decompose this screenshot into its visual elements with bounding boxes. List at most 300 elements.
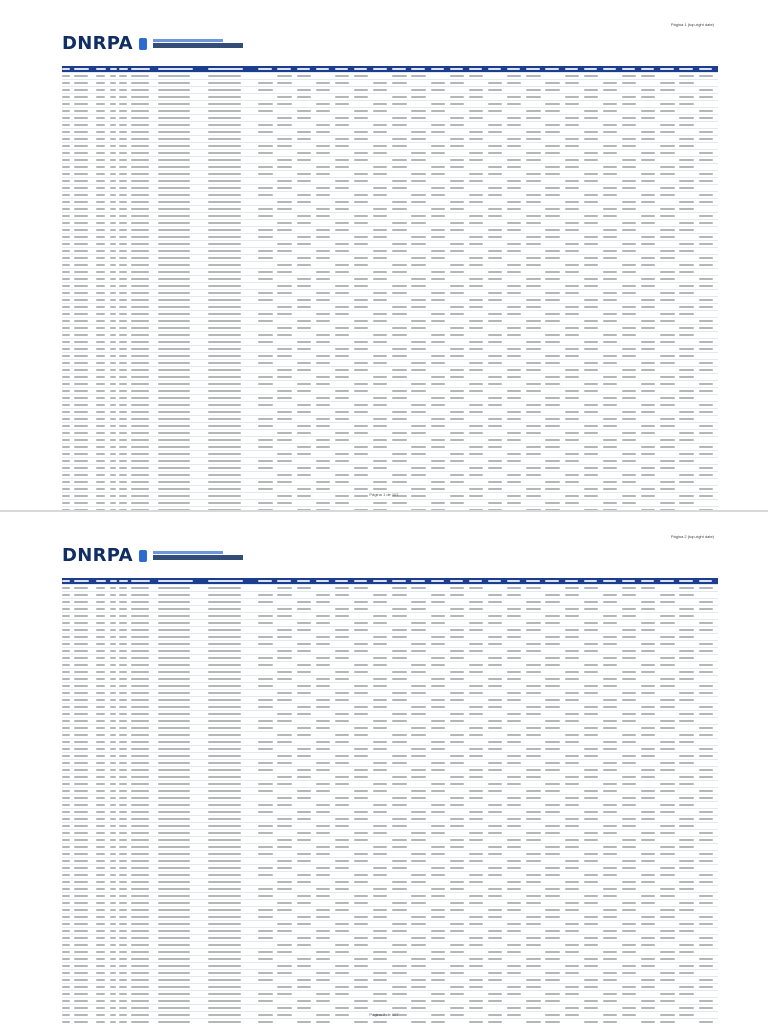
text-placeholder bbox=[488, 362, 502, 364]
text-placeholder bbox=[74, 643, 88, 645]
dnrpa-logo bbox=[62, 33, 243, 54]
table-cell bbox=[392, 606, 411, 613]
table-cell bbox=[603, 325, 622, 332]
table-cell bbox=[469, 136, 488, 143]
text-placeholder bbox=[297, 131, 311, 133]
table-cell bbox=[96, 395, 110, 402]
table-cell bbox=[62, 599, 74, 606]
text-placeholder bbox=[699, 327, 714, 329]
table-row bbox=[62, 73, 718, 80]
table-cell bbox=[450, 129, 469, 136]
table-cell bbox=[679, 122, 698, 129]
table-cell bbox=[316, 325, 335, 332]
text-placeholder bbox=[660, 320, 674, 322]
table-cell bbox=[119, 627, 131, 634]
text-placeholder bbox=[277, 481, 291, 483]
text-placeholder bbox=[208, 110, 241, 112]
text-placeholder bbox=[373, 580, 386, 582]
table-cell bbox=[74, 620, 96, 627]
text-placeholder bbox=[62, 341, 70, 343]
text-placeholder bbox=[699, 390, 714, 392]
table-cell bbox=[392, 388, 411, 395]
table-cell bbox=[316, 381, 335, 388]
table-cell bbox=[679, 304, 698, 311]
table-cell bbox=[258, 388, 277, 395]
text-placeholder bbox=[699, 180, 714, 182]
table-cell bbox=[507, 122, 526, 129]
table-cell bbox=[297, 339, 316, 346]
table-cell bbox=[74, 255, 96, 262]
table-cell bbox=[431, 290, 450, 297]
table-cell bbox=[411, 458, 430, 465]
table-cell bbox=[131, 458, 157, 465]
table-cell bbox=[354, 353, 373, 360]
table-cell bbox=[392, 248, 411, 255]
table-cell bbox=[392, 655, 411, 662]
table-cell bbox=[641, 311, 660, 318]
text-placeholder bbox=[119, 180, 127, 182]
table-cell bbox=[431, 500, 450, 507]
table-cell bbox=[354, 311, 373, 318]
text-placeholder bbox=[158, 608, 191, 610]
table-cell bbox=[373, 395, 392, 402]
table-cell bbox=[584, 129, 603, 136]
text-placeholder bbox=[641, 173, 655, 175]
text-placeholder bbox=[392, 439, 406, 441]
table-cell bbox=[584, 332, 603, 339]
text-placeholder bbox=[354, 643, 368, 645]
text-placeholder bbox=[208, 432, 241, 434]
table-cell bbox=[74, 276, 96, 283]
table-cell bbox=[119, 101, 131, 108]
text-placeholder bbox=[277, 271, 291, 273]
table-cell bbox=[488, 290, 507, 297]
table-row bbox=[62, 206, 718, 213]
text-placeholder bbox=[565, 159, 579, 161]
text-placeholder bbox=[392, 306, 406, 308]
text-placeholder bbox=[679, 229, 693, 231]
table-cell bbox=[110, 634, 120, 641]
table-cell bbox=[131, 409, 157, 416]
table-cell bbox=[62, 395, 74, 402]
table-cell bbox=[96, 606, 110, 613]
table-cell bbox=[335, 136, 354, 143]
table-cell bbox=[208, 101, 258, 108]
text-placeholder bbox=[431, 145, 445, 147]
table-cell bbox=[96, 234, 110, 241]
table-cell bbox=[297, 641, 316, 648]
table-cell bbox=[335, 388, 354, 395]
text-placeholder bbox=[488, 215, 502, 217]
table-cell bbox=[622, 613, 641, 620]
text-placeholder bbox=[699, 446, 714, 448]
table-cell bbox=[208, 255, 258, 262]
text-placeholder bbox=[74, 390, 88, 392]
text-placeholder bbox=[545, 131, 559, 133]
text-placeholder bbox=[699, 608, 714, 610]
table-cell bbox=[431, 346, 450, 353]
table-cell bbox=[258, 304, 277, 311]
text-placeholder bbox=[679, 103, 693, 105]
table-cell bbox=[277, 185, 296, 192]
table-cell bbox=[584, 122, 603, 129]
table-cell bbox=[392, 241, 411, 248]
text-placeholder bbox=[507, 75, 521, 77]
table-cell bbox=[679, 164, 698, 171]
text-placeholder bbox=[411, 474, 425, 476]
text-placeholder bbox=[392, 250, 406, 252]
table-cell bbox=[277, 332, 296, 339]
text-placeholder bbox=[131, 657, 148, 659]
table-cell bbox=[316, 599, 335, 606]
text-placeholder bbox=[96, 369, 105, 371]
table-cell bbox=[565, 381, 584, 388]
table-cell bbox=[641, 213, 660, 220]
table-cell bbox=[316, 416, 335, 423]
table-cell bbox=[641, 87, 660, 94]
text-placeholder bbox=[316, 208, 330, 210]
text-placeholder bbox=[488, 208, 502, 210]
text-placeholder bbox=[545, 110, 559, 112]
table-cell bbox=[545, 641, 564, 648]
text-placeholder bbox=[660, 481, 674, 483]
table-cell bbox=[488, 227, 507, 234]
table-cell bbox=[679, 73, 698, 80]
text-placeholder bbox=[131, 131, 148, 133]
text-placeholder bbox=[96, 131, 105, 133]
text-placeholder bbox=[131, 594, 148, 596]
text-placeholder bbox=[450, 397, 464, 399]
table-cell bbox=[131, 500, 157, 507]
table-cell bbox=[335, 599, 354, 606]
table-cell bbox=[565, 655, 584, 662]
table-cell bbox=[316, 108, 335, 115]
text-placeholder bbox=[74, 488, 88, 490]
text-placeholder bbox=[507, 229, 521, 231]
text-placeholder bbox=[565, 327, 579, 329]
table-cell bbox=[392, 164, 411, 171]
table-cell bbox=[411, 276, 430, 283]
text-placeholder bbox=[565, 117, 579, 119]
text-placeholder bbox=[507, 594, 521, 596]
table-cell bbox=[158, 360, 208, 367]
table-cell bbox=[526, 599, 545, 606]
text-placeholder bbox=[411, 601, 425, 603]
table-cell bbox=[507, 73, 526, 80]
table-cell bbox=[392, 108, 411, 115]
text-placeholder bbox=[699, 348, 714, 350]
table-cell bbox=[119, 613, 131, 620]
text-placeholder bbox=[74, 257, 88, 259]
table-cell bbox=[316, 374, 335, 381]
table-cell bbox=[622, 472, 641, 479]
text-placeholder bbox=[131, 439, 148, 441]
text-placeholder bbox=[622, 411, 636, 413]
table-cell bbox=[507, 599, 526, 606]
table-cell bbox=[74, 325, 96, 332]
text-placeholder bbox=[258, 278, 272, 280]
text-placeholder bbox=[74, 594, 88, 596]
table-cell bbox=[74, 185, 96, 192]
text-placeholder bbox=[96, 643, 105, 645]
table-cell bbox=[74, 297, 96, 304]
table-cell bbox=[119, 206, 131, 213]
table-cell bbox=[507, 585, 526, 592]
table-cell bbox=[74, 115, 96, 122]
text-placeholder bbox=[110, 418, 116, 420]
table-cell bbox=[679, 592, 698, 599]
table-cell bbox=[354, 115, 373, 122]
table-cell bbox=[354, 248, 373, 255]
table-cell bbox=[110, 395, 120, 402]
text-placeholder bbox=[584, 243, 598, 245]
text-placeholder bbox=[277, 397, 291, 399]
text-placeholder bbox=[699, 425, 714, 427]
table-cell bbox=[450, 304, 469, 311]
text-placeholder bbox=[354, 306, 368, 308]
table-cell bbox=[545, 367, 564, 374]
table-cell bbox=[297, 444, 316, 451]
table-cell bbox=[469, 388, 488, 395]
text-placeholder bbox=[110, 271, 116, 273]
text-placeholder bbox=[208, 467, 241, 469]
text-placeholder bbox=[158, 313, 191, 315]
text-placeholder bbox=[660, 418, 674, 420]
text-placeholder bbox=[622, 124, 636, 126]
table-cell bbox=[641, 458, 660, 465]
text-placeholder bbox=[74, 467, 88, 469]
text-placeholder bbox=[354, 222, 368, 224]
table-cell bbox=[526, 416, 545, 423]
text-placeholder bbox=[354, 432, 368, 434]
text-placeholder bbox=[584, 411, 598, 413]
table-cell bbox=[699, 606, 719, 613]
text-placeholder bbox=[584, 404, 598, 406]
table-cell bbox=[335, 108, 354, 115]
table-cell bbox=[158, 206, 208, 213]
table-cell bbox=[545, 297, 564, 304]
table-cell bbox=[316, 458, 335, 465]
table-cell bbox=[335, 641, 354, 648]
table-cell bbox=[158, 339, 208, 346]
table-cell bbox=[208, 500, 258, 507]
table-cell bbox=[335, 248, 354, 255]
table-cell bbox=[392, 360, 411, 367]
text-placeholder bbox=[392, 103, 406, 105]
text-placeholder bbox=[526, 467, 540, 469]
text-placeholder bbox=[62, 208, 70, 210]
text-placeholder bbox=[258, 460, 272, 462]
text-placeholder bbox=[316, 404, 330, 406]
text-placeholder bbox=[411, 383, 425, 385]
table-cell bbox=[603, 101, 622, 108]
text-placeholder bbox=[622, 502, 636, 504]
table-cell bbox=[373, 171, 392, 178]
text-placeholder bbox=[96, 215, 105, 217]
dnrpa-wordmark: DNRPA bbox=[62, 33, 133, 54]
table-cell bbox=[110, 381, 120, 388]
text-placeholder bbox=[660, 152, 674, 154]
table-cell bbox=[584, 613, 603, 620]
table-cell bbox=[488, 458, 507, 465]
text-placeholder bbox=[603, 404, 617, 406]
table-cell bbox=[392, 472, 411, 479]
table-cell bbox=[119, 360, 131, 367]
table-cell bbox=[450, 430, 469, 437]
table-cell bbox=[119, 290, 131, 297]
table-cell bbox=[450, 360, 469, 367]
table-cell bbox=[450, 94, 469, 101]
table-cell bbox=[208, 423, 258, 430]
text-placeholder bbox=[526, 194, 540, 196]
text-placeholder bbox=[62, 622, 70, 624]
table-cell bbox=[622, 311, 641, 318]
table-cell bbox=[74, 136, 96, 143]
table-cell bbox=[603, 304, 622, 311]
table-cell bbox=[96, 192, 110, 199]
table-cell bbox=[584, 339, 603, 346]
table-cell bbox=[526, 395, 545, 402]
table-cell bbox=[96, 416, 110, 423]
text-placeholder bbox=[699, 243, 714, 245]
text-placeholder bbox=[74, 271, 88, 273]
table-cell bbox=[679, 143, 698, 150]
text-placeholder bbox=[699, 278, 714, 280]
table-cell bbox=[158, 255, 208, 262]
table-cell bbox=[208, 311, 258, 318]
table-cell bbox=[603, 606, 622, 613]
table-cell bbox=[158, 241, 208, 248]
table-cell bbox=[660, 648, 679, 655]
table-cell bbox=[469, 332, 488, 339]
text-placeholder bbox=[74, 194, 88, 196]
text-placeholder bbox=[354, 488, 368, 490]
text-placeholder bbox=[507, 629, 521, 631]
table-cell bbox=[699, 276, 719, 283]
table-cell bbox=[660, 416, 679, 423]
text-placeholder bbox=[488, 397, 502, 399]
text-placeholder bbox=[507, 397, 521, 399]
text-placeholder bbox=[131, 481, 148, 483]
table-row bbox=[62, 311, 718, 318]
table-cell bbox=[74, 157, 96, 164]
text-placeholder bbox=[96, 383, 105, 385]
table-row bbox=[62, 262, 718, 269]
table-cell bbox=[119, 374, 131, 381]
table-cell bbox=[411, 262, 430, 269]
text-placeholder bbox=[131, 348, 148, 350]
table-cell bbox=[641, 255, 660, 262]
text-placeholder bbox=[431, 299, 445, 301]
text-placeholder bbox=[335, 292, 349, 294]
page-footer: Página 1 de 107 bbox=[369, 492, 399, 497]
table-cell bbox=[208, 360, 258, 367]
table-cell bbox=[488, 388, 507, 395]
text-placeholder bbox=[603, 467, 617, 469]
table-cell bbox=[74, 283, 96, 290]
table-cell bbox=[96, 402, 110, 409]
table-cell bbox=[488, 136, 507, 143]
text-placeholder bbox=[565, 271, 579, 273]
text-placeholder bbox=[316, 460, 330, 462]
text-placeholder bbox=[119, 208, 127, 210]
text-placeholder bbox=[431, 601, 445, 603]
table-cell bbox=[469, 304, 488, 311]
text-placeholder bbox=[335, 397, 349, 399]
table-cell bbox=[526, 634, 545, 641]
table-cell bbox=[565, 276, 584, 283]
table-cell bbox=[641, 241, 660, 248]
table-cell bbox=[258, 290, 277, 297]
table-cell bbox=[507, 227, 526, 234]
table-cell bbox=[119, 213, 131, 220]
text-placeholder bbox=[488, 278, 502, 280]
text-placeholder bbox=[62, 117, 70, 119]
text-placeholder bbox=[62, 180, 70, 182]
text-placeholder bbox=[411, 306, 425, 308]
table-cell bbox=[660, 108, 679, 115]
table-cell bbox=[507, 94, 526, 101]
table-cell bbox=[526, 606, 545, 613]
table-cell bbox=[450, 136, 469, 143]
table-cell bbox=[411, 606, 430, 613]
table-cell bbox=[584, 304, 603, 311]
table-row bbox=[62, 402, 718, 409]
table-cell bbox=[277, 136, 296, 143]
text-placeholder bbox=[450, 411, 464, 413]
table-cell bbox=[622, 185, 641, 192]
text-placeholder bbox=[131, 180, 148, 182]
table-cell bbox=[660, 360, 679, 367]
table-cell bbox=[469, 157, 488, 164]
table-cell bbox=[335, 402, 354, 409]
table-cell bbox=[62, 465, 74, 472]
table-cell bbox=[526, 585, 545, 592]
table-cell bbox=[316, 388, 335, 395]
text-placeholder bbox=[565, 243, 579, 245]
table-cell bbox=[699, 283, 719, 290]
text-placeholder bbox=[392, 285, 406, 287]
table-cell bbox=[62, 234, 74, 241]
table-cell bbox=[297, 241, 316, 248]
table-cell bbox=[660, 381, 679, 388]
table-cell bbox=[335, 606, 354, 613]
table-cell bbox=[354, 199, 373, 206]
table-cell bbox=[335, 290, 354, 297]
text-placeholder bbox=[411, 173, 425, 175]
table-cell bbox=[208, 318, 258, 325]
table-cell bbox=[131, 178, 157, 185]
text-placeholder bbox=[62, 187, 70, 189]
table-cell bbox=[469, 451, 488, 458]
table-cell bbox=[507, 444, 526, 451]
table-cell bbox=[208, 234, 258, 241]
table-cell bbox=[545, 346, 564, 353]
table-cell bbox=[110, 101, 120, 108]
text-placeholder bbox=[158, 124, 191, 126]
table-cell bbox=[565, 472, 584, 479]
table-cell bbox=[411, 374, 430, 381]
table-cell bbox=[258, 332, 277, 339]
table-cell bbox=[297, 388, 316, 395]
text-placeholder bbox=[679, 355, 693, 357]
text-placeholder bbox=[208, 201, 241, 203]
table-cell bbox=[431, 234, 450, 241]
table-cell bbox=[297, 367, 316, 374]
table-cell bbox=[131, 80, 157, 87]
table-cell bbox=[258, 276, 277, 283]
table-cell bbox=[74, 192, 96, 199]
